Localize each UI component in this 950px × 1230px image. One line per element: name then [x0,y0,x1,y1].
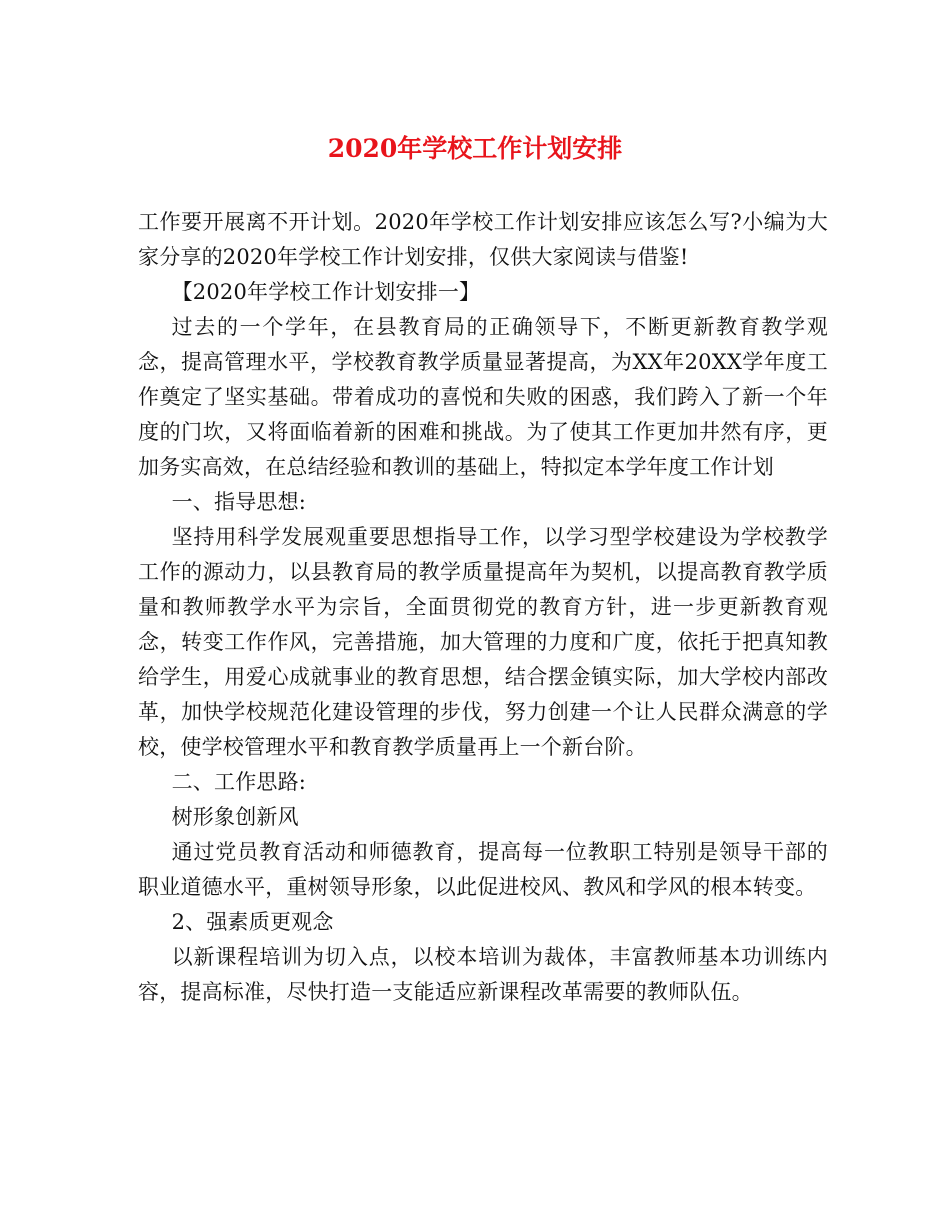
section-heading-plan-one: 【2020年学校工作计划安排一】 [171,280,481,304]
paragraph-past-year: 过去的一个学年，在县教育局的正确领导下，不断更新教育教学观念，提高管理水平，学校教育教学质量显著提高，为XX年20XX学年度工作奠定了坚实基础。带着成功的喜悦和失败的困惑，我们跨入了新一个年度的门坎，又将面临着新的困难和挑战。为了使其工作更加井然有序，更加务实高效，在总结经验和教训的基础上，特拟定本学年度工作计划 [138,315,828,479]
paragraph-intro: 工作要开展离不开计划。2020年学校工作计划安排应该怎么写?小编为大家分享的2020年学校工作计划安排，仅供大家阅读与借鉴! [138,210,828,269]
subheading-image-style: 树形象创新风 [171,805,299,829]
paragraph-ethics-education: 通过党员教育活动和师德教育，提高每一位教职工特别是领导干部的职业道德水平，重树领导形象，以此促进校风、教风和学风的根本转变。 [138,840,828,899]
subheading-quality-concepts: 2、强素质更观念 [171,910,334,934]
document-body [138,205,828,1010]
document-title: 2020年学校工作计划安排 [327,134,623,163]
paragraph-curriculum-training: 以新课程培训为切入点，以校本培训为裁体，丰富教师基本功训练内容，提高标准，尽快打造一支能适应新课程改革需要的教师队伍。 [138,945,828,1004]
paragraph-guiding-ideology: 坚持用科学发展观重要思想指导工作，以学习型学校建设为学校教学工作的源动力，以县教育局的教学质量提高年为契机，以提高教育教学质量和教师教学水平为宗旨，全面贯彻党的教育方针，进一步更新教育观念，转变工作作风，完善措施，加大管理的力度和广度，依托于把真知教给学生，用爱心成就事业的教育思想，结合摆金镇实际，加大学校内部改革，加快学校规范化建设管理的步伐，努力创建一个让人民群众满意的学校，使学校管理水平和教育教学质量再上一个新台阶。 [138,525,828,759]
heading-work-approach: 二、工作思路: [171,770,307,794]
heading-guiding-ideology: 一、指导思想: [171,490,307,514]
